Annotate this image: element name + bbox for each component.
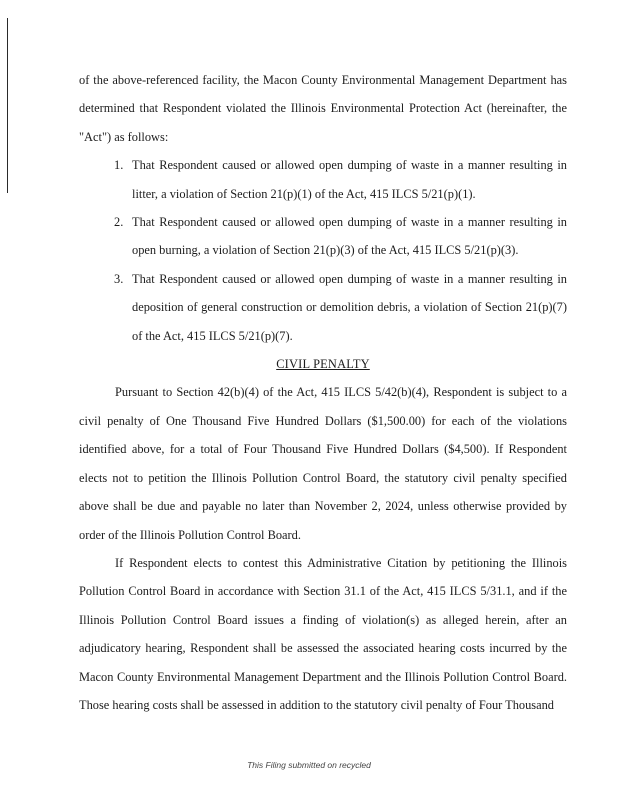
list-item-text: That Respondent caused or allowed open dumping of waste in a manner resulting in open burning, a violation of Section 21(p)(3) of the Act, 415 ILCS 5/21(p)(3). <box>132 215 567 258</box>
list-item <box>79 208 567 265</box>
list-item <box>79 265 567 350</box>
list-item-number: 1. <box>114 158 124 173</box>
list-item-text: That Respondent caused or allowed open dumping of waste in a manner resulting in deposition of general construction or demolition debris, a violation of Section 21(p)(7) of the Act, 415 ILCS 5/21(p)(7). <box>132 271 567 343</box>
list-item-number: 3. <box>114 271 124 286</box>
list-item-text: That Respondent caused or allowed open dumping of waste in a manner resulting in litter, a violation of Section 21(p)(1) of the Act, 415 ILCS 5/21(p)(1). <box>132 158 567 201</box>
contest-paragraph: If Respondent elects to contest this Administrative Citation by petitioning the Illinois Pollution Control Board in accordance with Section 31.1 of the Act, 415 ILCS 5/31.1, and if the Illinois Pollution Control Board issues a finding of violation(s) as alleged herein, after an adjudicatory hearing, Respondent shall be assessed the associated hearing costs incurred by the Macon County Environmental Management Department and the Illinois Pollution Control Board. Those hearing costs shall be assessed in addition to the statutory civil penalty of Four Thousand <box>79 555 567 712</box>
list-item <box>79 151 567 208</box>
list-item-number: 2. <box>114 215 124 230</box>
document-page <box>79 66 567 719</box>
intro-paragraph: of the above-referenced facility, the Macon County Environmental Management Department has determined that Respondent violated the Illinois Environmental Protection Act (hereinafter, the "Act") as follows: <box>79 73 567 144</box>
page-edge-line <box>7 18 8 193</box>
violations-list <box>79 151 567 350</box>
penalty-paragraph: Pursuant to Section 42(b)(4) of the Act, 415 ILCS 5/42(b)(4), Respondent is subject to a civil penalty of One Thousand Five Hundred Dollars ($1,500.00) for each of the violations identified above, for a total of Four Thousand Five Hundred Dollars ($4,500). If Respondent elects not to petition the Illinois Pollution Control Board, the statutory civil penalty specified above shall be due and payable no later than November 2, 2024, unless otherwise provided by order of the Illinois Pollution Control Board. <box>79 385 567 542</box>
section-heading: CIVIL PENALTY <box>276 357 370 372</box>
page-footer: This Filing submitted on recycled <box>247 760 371 770</box>
